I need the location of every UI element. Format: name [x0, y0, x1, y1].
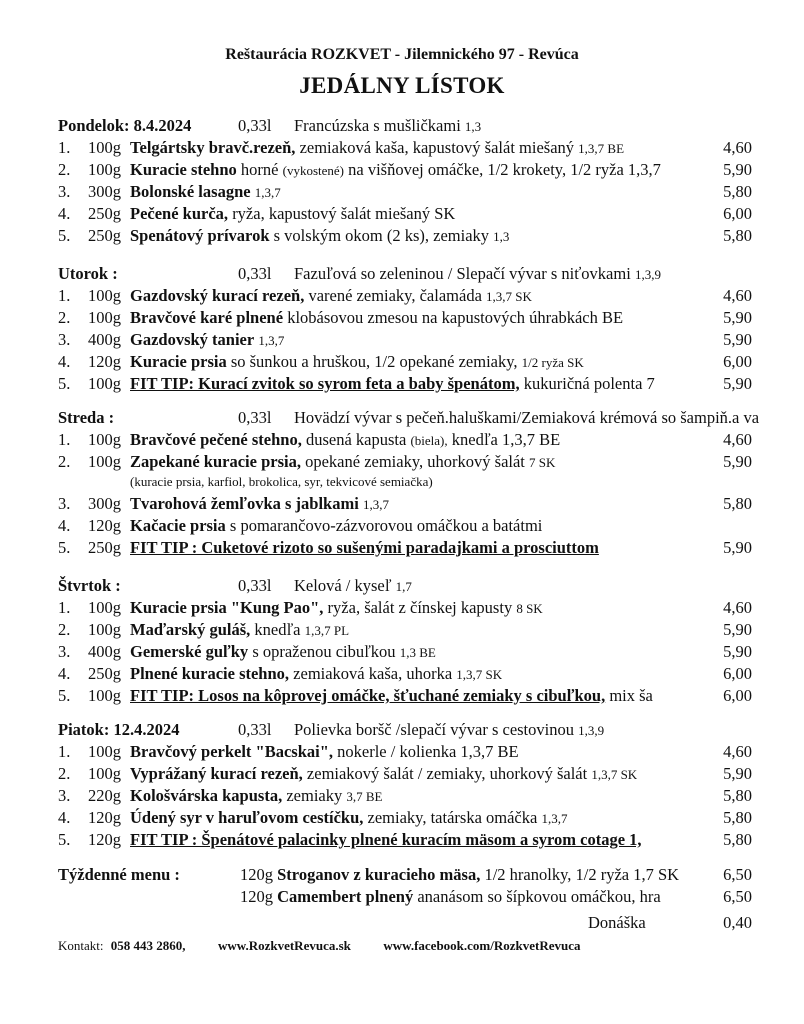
- day-header: [58, 116, 481, 138]
- delivery-label: Donáška: [588, 913, 646, 932]
- item-allergens: 1,3,7 SK: [456, 667, 503, 682]
- item-number: 4.: [58, 516, 71, 535]
- item-price: 6,00: [723, 686, 752, 705]
- item-price: 4,60: [723, 742, 752, 761]
- item-description: [130, 538, 712, 558]
- item-number: 4.: [58, 664, 71, 683]
- item-detail: knedľa: [250, 620, 305, 639]
- menu-item: [58, 830, 752, 852]
- item-price: 5,90: [723, 330, 752, 349]
- item-price: 5,90: [723, 642, 752, 661]
- item-weight: 300g: [88, 182, 121, 201]
- menu-item: [58, 138, 752, 160]
- item-name: Bravčové karé plnené: [130, 308, 284, 327]
- weekly-item-name: Stroganov z kuracieho mäsa,: [277, 865, 481, 884]
- item-detail: nokerle / kolienka 1,3,7 BE: [333, 742, 519, 761]
- item-weight: 100g: [88, 430, 121, 449]
- menu-item: [58, 742, 752, 764]
- item-weight: 100g: [88, 764, 121, 783]
- item-weight: 120g: [88, 830, 121, 849]
- item-description: [130, 620, 712, 640]
- menu-item: [58, 374, 752, 396]
- item-weight: 300g: [88, 494, 121, 513]
- item-allergens: 1,3 BE: [399, 645, 436, 660]
- weekly-item-detail: 1/2 hranolky, 1/2 ryža 1,7 SK: [480, 865, 680, 884]
- item-subnote: (kuracie prsia, karfiol, brokolica, syr, tekvicové semiačka): [130, 474, 433, 489]
- item-description: [130, 330, 712, 350]
- item-number: 4.: [58, 204, 71, 223]
- item-detail: horné: [236, 160, 283, 179]
- item-detail-2: knedľa 1,3,7 BE: [447, 430, 561, 449]
- menu-item: [58, 226, 752, 248]
- item-weight: 100g: [88, 374, 121, 393]
- item-detail: zemiaky, tatárska omáčka: [363, 808, 542, 827]
- contact-line: [58, 938, 581, 954]
- item-allergens: 1,3,7: [362, 497, 389, 512]
- soup-name: Francúzska s mušličkami: [294, 116, 461, 135]
- menu-item: [58, 538, 752, 560]
- item-weight: 100g: [88, 598, 121, 617]
- item-description: [130, 182, 712, 202]
- item-price: 5,90: [723, 764, 752, 783]
- item-number: 5.: [58, 686, 71, 705]
- item-allergens: 8 SK: [516, 601, 543, 616]
- item-note: (biela),: [410, 433, 448, 448]
- item-weight: 100g: [88, 138, 121, 157]
- item-price: 5,90: [723, 538, 752, 557]
- menu-item: [58, 642, 752, 664]
- item-description: [130, 452, 712, 472]
- item-number: 3.: [58, 786, 71, 805]
- item-price: 6,00: [723, 204, 752, 223]
- item-price: 6,00: [723, 352, 752, 371]
- item-number: 5.: [58, 538, 71, 557]
- item-weight: 100g: [88, 742, 121, 761]
- menu-item: [58, 598, 752, 620]
- item-detail: klobásovou zmesou na kapustových úhrabkách BE: [283, 308, 624, 327]
- item-price: 5,90: [723, 374, 752, 393]
- item-number: 1.: [58, 742, 71, 761]
- menu-item: [58, 204, 752, 226]
- weekly-item-weight: 120g: [240, 865, 273, 884]
- soup-allergens: 1,3: [464, 119, 482, 134]
- soup-name: Fazuľová so zeleninou / Slepačí vývar s niťovkami: [294, 264, 631, 283]
- item-description: [130, 160, 712, 180]
- item-price: 5,90: [723, 620, 752, 639]
- weekly-menu: [58, 865, 752, 915]
- item-allergens: 1,3,7: [254, 185, 281, 200]
- soup-size: 0,33l: [238, 116, 272, 135]
- item-name: Kuracie stehno: [130, 160, 237, 179]
- item-weight: 250g: [88, 538, 121, 557]
- item-price: 5,80: [723, 182, 752, 201]
- item-number: 1.: [58, 430, 71, 449]
- item-detail: zemiakový šalát / zemiaky, uhorkový šalát: [302, 764, 592, 783]
- item-detail: s opraženou cibuľkou: [248, 642, 400, 661]
- item-weight: 120g: [88, 808, 121, 827]
- item-detail: zemiaková kaša, kapustový šalát miešaný: [295, 138, 579, 157]
- item-name: Gazdovský tanier: [130, 330, 255, 349]
- item-description: [130, 430, 712, 450]
- menu-item: [58, 160, 752, 182]
- item-description: [130, 494, 712, 514]
- item-name: Tvarohová žemľovka s jablkami: [130, 494, 359, 513]
- weekly-item-price: 6,50: [723, 865, 752, 884]
- item-allergens: 3,7 BE: [346, 789, 383, 804]
- soup-size: 0,33l: [238, 264, 272, 283]
- soup-allergens: 1,3,9: [578, 723, 605, 738]
- item-price: 5,80: [723, 786, 752, 805]
- item-name: Bolonské lasagne: [130, 182, 251, 201]
- item-detail: zemiaky: [282, 786, 347, 805]
- item-allergens: 1,3,7 SK: [591, 767, 638, 782]
- item-weight: 220g: [88, 786, 121, 805]
- contact-label: Kontakt:: [58, 938, 104, 953]
- item-price: 5,80: [723, 830, 752, 849]
- soup-size: 0,33l: [238, 408, 272, 427]
- item-price: 5,80: [723, 226, 752, 245]
- item-number: 2.: [58, 620, 71, 639]
- weekly-item-price: 6,50: [723, 887, 752, 906]
- item-description: [130, 642, 712, 662]
- menu-item: [58, 308, 752, 330]
- menu-item: [58, 452, 752, 474]
- item-description: [130, 808, 712, 828]
- item-number: 3.: [58, 330, 71, 349]
- soup-name: Polievka boršč /slepačí vývar s cestovinou: [294, 720, 574, 739]
- item-description: [130, 598, 712, 618]
- item-number: 5.: [58, 830, 71, 849]
- item-weight: 250g: [88, 204, 121, 223]
- item-detail: s volským okom (2 ks), zemiaky: [269, 226, 494, 245]
- menu-item: [58, 286, 752, 308]
- item-number: 3.: [58, 494, 71, 513]
- item-detail: ryža, šalát z čínskej kapusty: [323, 598, 517, 617]
- item-detail: so šunkou a hruškou, 1/2 opekané zemiaky,: [226, 352, 522, 371]
- item-name: Pečené kurča,: [130, 204, 229, 223]
- item-description: [130, 686, 712, 706]
- item-description: [130, 764, 712, 784]
- item-price: 5,90: [723, 452, 752, 471]
- day-name: Štvrtok :: [58, 576, 121, 595]
- item-price: 5,80: [723, 494, 752, 513]
- item-allergens: 1,3: [493, 229, 510, 244]
- menu-item: [58, 430, 752, 452]
- item-number: 2.: [58, 764, 71, 783]
- fit-tip: FIT TIP: Kurací zvitok so syrom feta a baby špenátom,: [130, 374, 520, 393]
- day-name: Streda :: [58, 408, 115, 427]
- item-number: 1.: [58, 138, 71, 157]
- item-detail: varené zemiaky, čalamáda: [304, 286, 487, 305]
- item-weight: 100g: [88, 686, 121, 705]
- menu-title: JEDÁLNY LÍSTOK: [299, 73, 505, 98]
- item-weight: 400g: [88, 330, 121, 349]
- item-weight: 250g: [88, 664, 121, 683]
- soup-allergens: 1,3,9: [634, 267, 661, 282]
- item-description: [130, 742, 712, 762]
- item-description: [130, 204, 712, 224]
- menu-item: [58, 664, 752, 686]
- item-price: 4,60: [723, 430, 752, 449]
- item-weight: 100g: [88, 286, 121, 305]
- item-number: 2.: [58, 452, 71, 471]
- menu-item: [58, 516, 752, 538]
- item-name: Zapekané kuracie prsia,: [130, 452, 301, 471]
- item-number: 3.: [58, 642, 71, 661]
- item-price: 5,90: [723, 160, 752, 179]
- item-detail: mix ša: [605, 686, 653, 705]
- menu-item: [58, 786, 752, 808]
- item-weight: 400g: [88, 642, 121, 661]
- menu-item: [58, 764, 752, 786]
- item-description: [130, 830, 712, 850]
- item-weight: 100g: [88, 620, 121, 639]
- weekly-item-name: Camembert plnený: [277, 887, 414, 906]
- item-price: 4,60: [723, 138, 752, 157]
- item-description: [130, 786, 712, 806]
- item-note: (vykostené): [282, 163, 344, 178]
- item-allergens: 1,3,7 BE: [578, 141, 625, 156]
- item-detail: zemiaková kaša, uhorka: [289, 664, 457, 683]
- item-name: Údený syr v haruľovom cestíčku,: [130, 808, 364, 827]
- menu-item: [58, 808, 752, 830]
- item-name: Spenátový prívarok: [130, 226, 270, 245]
- day-header: [58, 576, 412, 598]
- weekly-item: [240, 865, 692, 885]
- item-number: 3.: [58, 182, 71, 201]
- menu-item: [58, 182, 752, 204]
- item-number: 2.: [58, 160, 71, 179]
- menu-item: [58, 352, 752, 374]
- item-number: 4.: [58, 352, 71, 371]
- soup-allergens: 1,7: [395, 579, 412, 594]
- soup-name: Hovädzí vývar s pečeň.haluškami/Zemiaková krémová so šampiň.a va: [294, 408, 760, 427]
- contact-website-link[interactable]: www.RozkvetRevuca.sk: [218, 938, 351, 953]
- item-description: [130, 374, 712, 394]
- item-name: Kačacie prsia: [130, 516, 226, 535]
- day-name: Pondelok: 8.4.2024: [58, 116, 192, 135]
- item-detail-2: na višňovej omáčke, 1/2 krokety, 1/2 ryža 1,3,7: [344, 160, 661, 179]
- item-name: Kuracie prsia: [130, 352, 227, 371]
- menu-item: [58, 620, 752, 642]
- item-price: 4,60: [723, 598, 752, 617]
- item-description: [130, 516, 712, 536]
- item-detail: opekané zemiaky, uhorkový šalát: [300, 452, 530, 471]
- item-weight: 100g: [88, 452, 121, 471]
- item-weight: 120g: [88, 352, 121, 371]
- item-name: Telgártsky bravč.rezeň,: [130, 138, 296, 157]
- delivery-price: 0,40: [723, 913, 752, 932]
- item-weight: 100g: [88, 160, 121, 179]
- item-name: Kološvárska kapusta,: [130, 786, 283, 805]
- item-allergens: 1,3,7 SK: [486, 289, 532, 304]
- item-name: Vyprážaný kurací rezeň,: [130, 764, 303, 783]
- day-header: [58, 408, 759, 430]
- soup-size: 0,33l: [238, 576, 272, 595]
- item-name: Maďarský guláš,: [130, 620, 251, 639]
- day-name: Piatok: 12.4.2024: [58, 720, 180, 739]
- day-header: [58, 720, 604, 742]
- day-name: Utorok :: [58, 264, 118, 283]
- fit-tip: FIT TIP : Cuketové rizoto so sušenými paradajkami a prosciuttom: [130, 538, 599, 557]
- weekly-item-weight: 120g: [240, 887, 273, 906]
- soup-size: 0,33l: [238, 720, 272, 739]
- item-description: [130, 286, 712, 306]
- item-allergens: 7 SK: [529, 455, 556, 470]
- item-allergens: 1,3,7: [541, 811, 568, 826]
- item-price: 5,90: [723, 308, 752, 327]
- item-weight: 100g: [88, 308, 121, 327]
- item-number: 5.: [58, 374, 71, 393]
- item-price: 6,00: [723, 664, 752, 683]
- item-allergens: 1/2 ryža SK: [521, 355, 584, 370]
- delivery-row: [588, 913, 752, 935]
- item-weight: 250g: [88, 226, 121, 245]
- item-detail: s pomarančovo-zázvorovou omáčkou a batátmi: [225, 516, 543, 535]
- item-price: 4,60: [723, 286, 752, 305]
- item-name: Gemerské guľky: [130, 642, 249, 661]
- item-number: 1.: [58, 598, 71, 617]
- item-detail: ryža, kapustový šalát miešaný SK: [228, 204, 456, 223]
- weekly-menu-label: Týždenné menu :: [58, 865, 180, 884]
- item-name: Kuracie prsia "Kung Pao",: [130, 598, 324, 617]
- contact-phone: 058 443 2860,: [110, 938, 186, 953]
- item-weight: 120g: [88, 516, 121, 535]
- weekly-item-detail: ananásom so šípkovou omáčkou, hra: [413, 887, 661, 906]
- item-description: [130, 352, 712, 372]
- item-description: [130, 308, 712, 328]
- item-name: Plnené kuracie stehno,: [130, 664, 290, 683]
- fit-tip: FIT TIP : Špenátové palacinky plnené kuracím mäsom a syrom cotage 1,: [130, 830, 642, 849]
- soup-name: Kelová / kyseľ: [294, 576, 392, 595]
- fit-tip: FIT TIP: Losos na kôprovej omáčke, šťuchané zemiaky s cibuľkou,: [130, 686, 606, 705]
- item-number: 4.: [58, 808, 71, 827]
- item-description: [130, 138, 712, 158]
- item-allergens: 1,3,7: [258, 333, 285, 348]
- item-detail: dusená kapusta: [301, 430, 411, 449]
- restaurant-address: Reštaurácia ROZKVET - Jilemnického 97 - Revúca: [225, 46, 579, 63]
- item-name: Bravčové pečené stehno,: [130, 430, 302, 449]
- item-number: 1.: [58, 286, 71, 305]
- menu-item: [58, 686, 752, 708]
- item-detail: kukuričná polenta 7: [519, 374, 655, 393]
- day-header: [58, 264, 661, 286]
- item-number: 2.: [58, 308, 71, 327]
- weekly-item: [240, 887, 692, 907]
- item-price: 5,80: [723, 808, 752, 827]
- item-name: Bravčový perkelt "Bacskai",: [130, 742, 334, 761]
- item-description: [130, 226, 712, 246]
- menu-item: [58, 494, 752, 516]
- item-description: [130, 664, 712, 684]
- item-allergens: 1,3,7 PL: [304, 623, 350, 638]
- item-number: 5.: [58, 226, 71, 245]
- item-name: Gazdovský kurací rezeň,: [130, 286, 305, 305]
- menu-item: [58, 330, 752, 352]
- contact-facebook-link[interactable]: www.facebook.com/RozkvetRevuca: [383, 938, 581, 953]
